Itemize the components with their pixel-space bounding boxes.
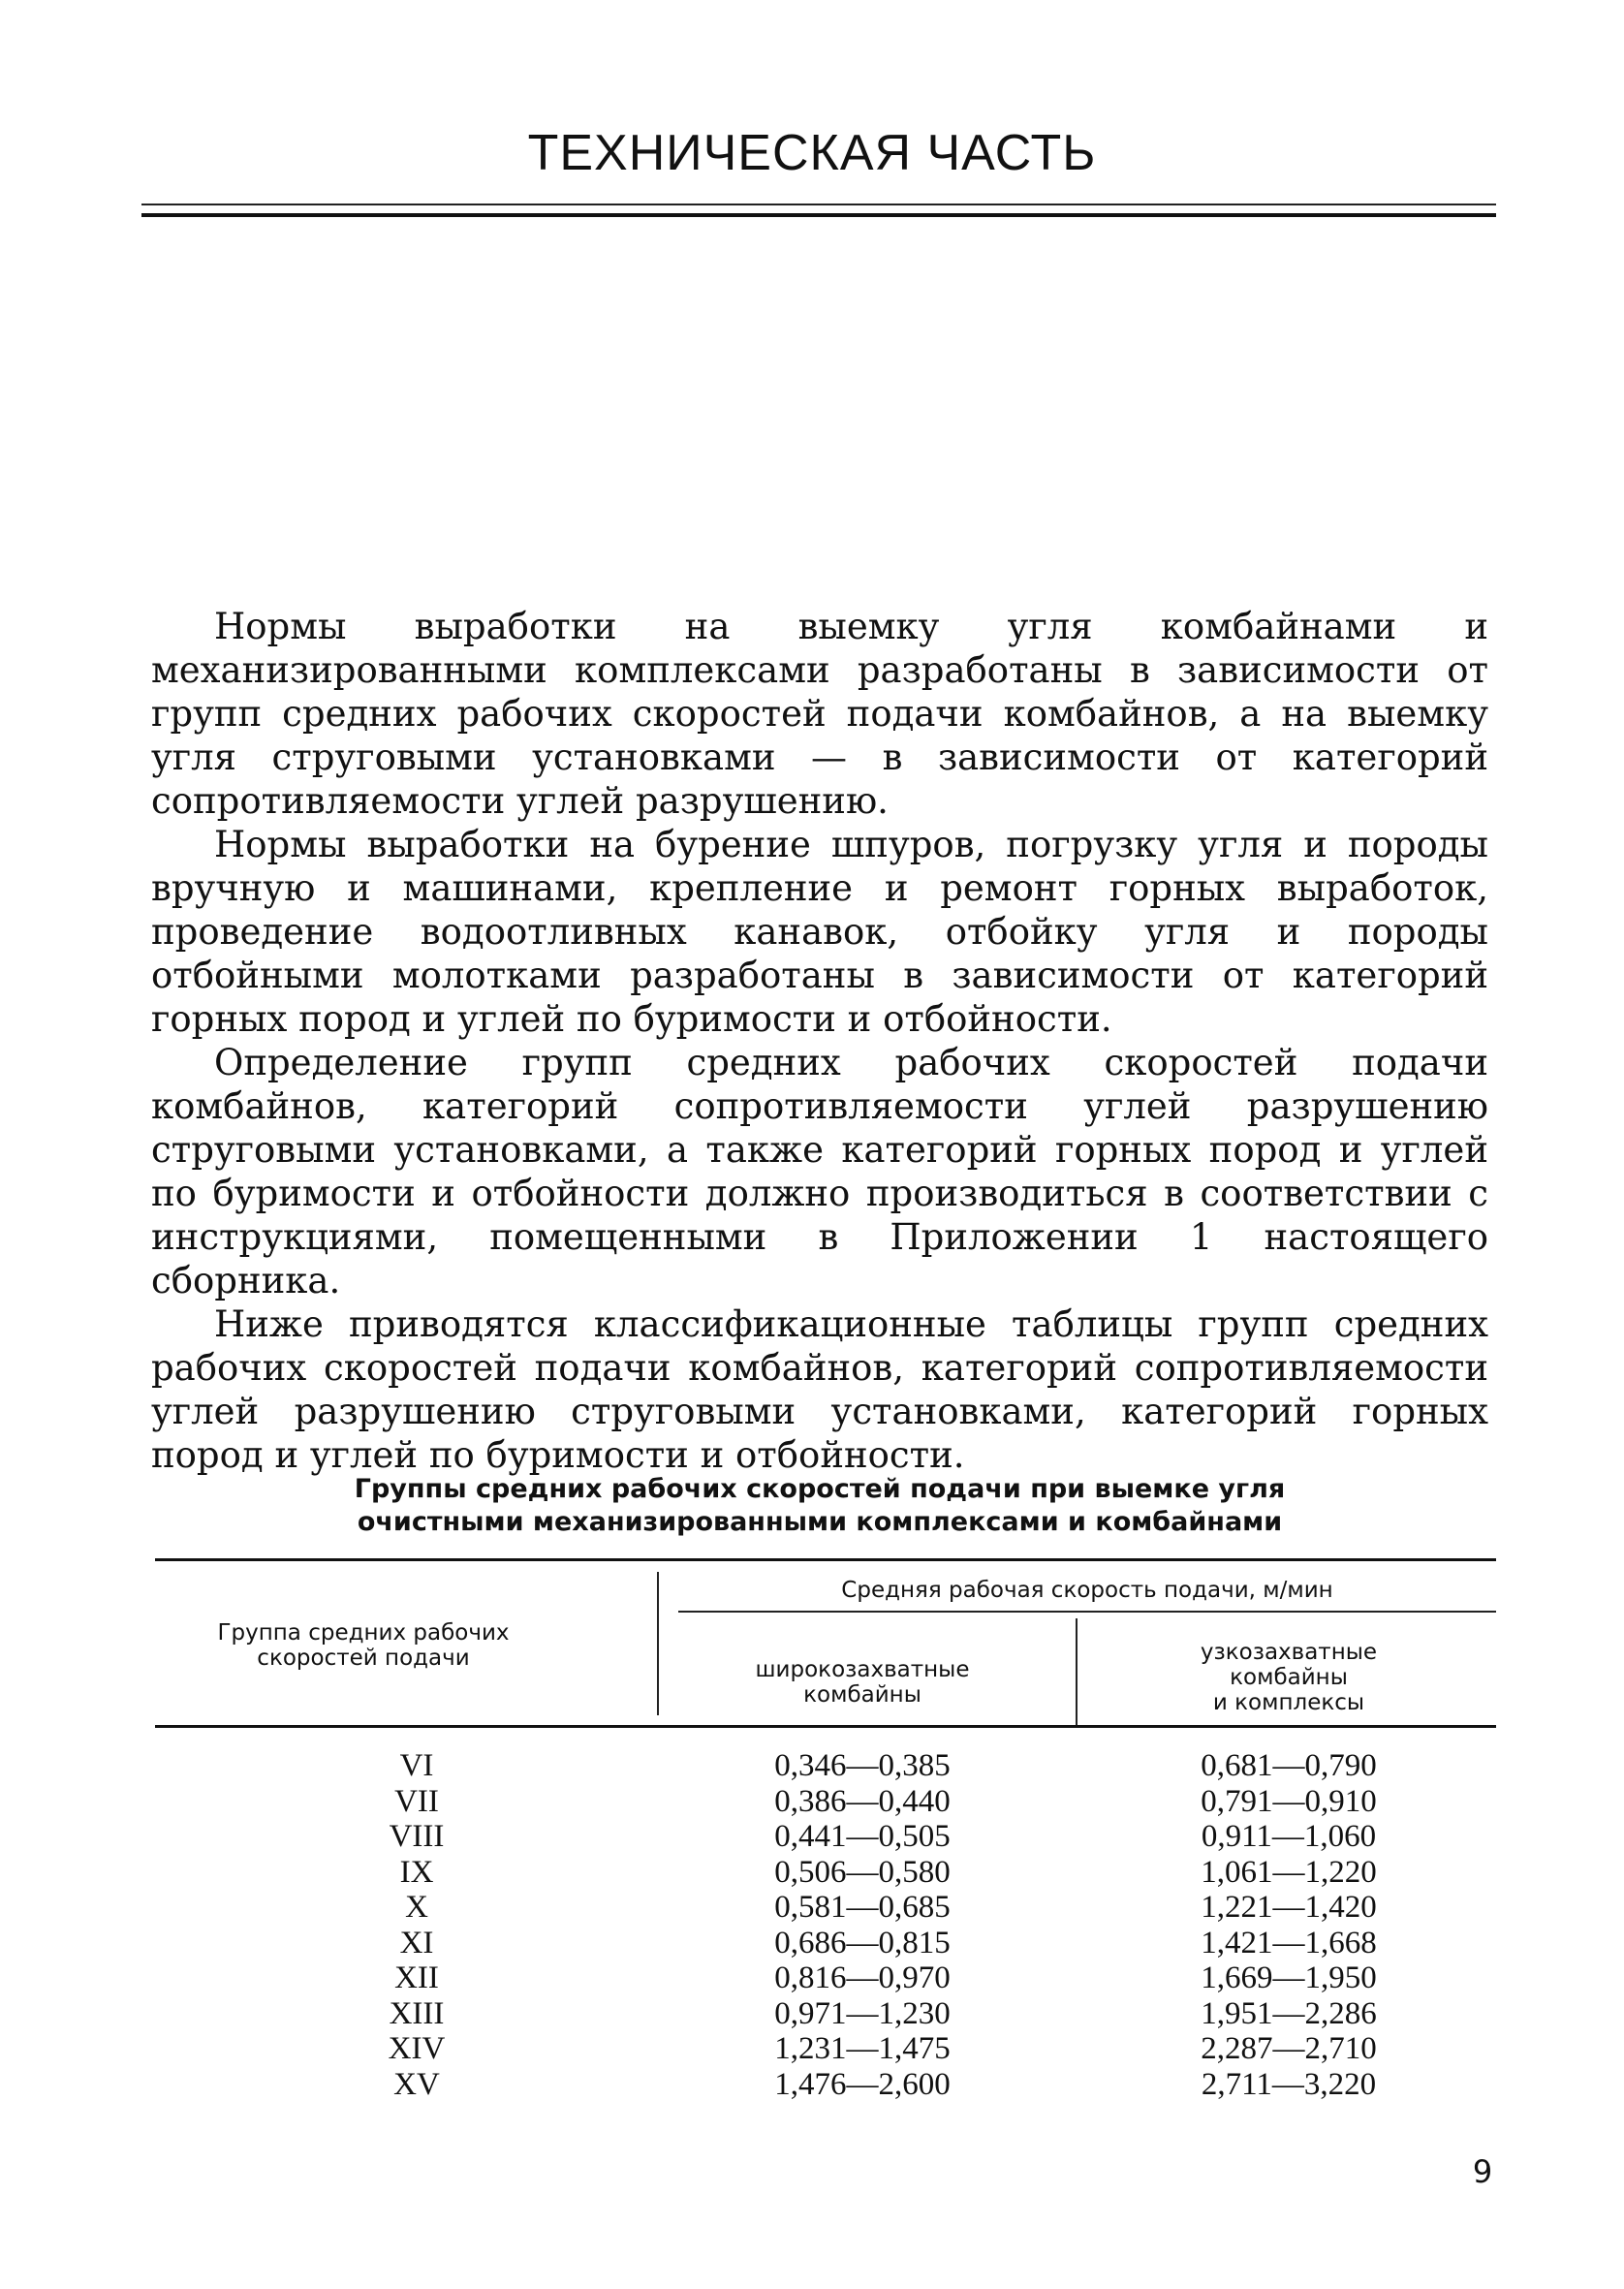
header-speed-underline	[678, 1611, 1496, 1613]
group-cell: XIV	[388, 2031, 446, 2066]
header-group-line-1: Группа средних рабочих	[217, 1620, 510, 1646]
group-cell: VII	[394, 1783, 439, 1819]
wide-speed-cell: 0,386—0,440	[774, 1783, 951, 1819]
header-speed-cell: Средняя рабочая скорость подачи, м/мин	[841, 1578, 1333, 1603]
table-row	[155, 1855, 1496, 1891]
wide-speed-cell: 0,686—0,815	[774, 1925, 951, 1960]
table-row	[155, 1819, 1496, 1855]
narrow-speed-cell: 0,791—0,910	[1201, 1783, 1377, 1819]
table-row	[155, 1960, 1496, 1996]
title-rule-thick	[141, 213, 1496, 217]
body-text	[151, 605, 1488, 1477]
header-wide-line-2: комбайны	[803, 1682, 921, 1708]
table-body	[155, 1748, 1496, 2102]
narrow-speed-cell: 1,061—1,220	[1201, 1854, 1377, 1890]
table-row	[155, 2031, 1496, 2067]
wide-speed-cell: 0,971—1,230	[774, 1995, 951, 2031]
table-caption-line-2: очистными механизированными комплексами и комбайнами	[357, 1507, 1283, 1537]
header-narrow-line-1: узкозахватные	[1200, 1640, 1378, 1665]
paragraph-2: Нормы выработки на бурение шпуров, погрузку угля и породы вручную и машинами, крепление и ремонт горных выработок, проведение водоотливных канавок, отбойку угля и породы отбойными молотками разработаны в зависимости от категорий горных пород и углей по буримости и отбойности.	[151, 824, 1488, 1040]
group-cell: XV	[393, 2066, 440, 2102]
header-narrow-line-2: комбайны	[1230, 1665, 1348, 1690]
header-group-cell	[174, 1620, 552, 1671]
table-row	[155, 1748, 1496, 1784]
header-divider-left	[657, 1572, 659, 1715]
group-cell: X	[405, 1890, 428, 1925]
table-top-rule	[155, 1558, 1496, 1561]
group-cell: VIII	[389, 1819, 445, 1854]
narrow-speed-cell: 1,421—1,668	[1201, 1925, 1377, 1960]
header-divider-right	[1076, 1618, 1077, 1727]
header-group-line-2: скоростей подачи	[257, 1646, 470, 1671]
narrow-speed-cell: 1,221—1,420	[1201, 1890, 1377, 1925]
header-wide-cell	[698, 1657, 1027, 1708]
wide-speed-cell: 1,476—2,600	[774, 2066, 951, 2102]
narrow-speed-cell: 1,669—1,950	[1201, 1960, 1377, 1995]
narrow-speed-cell: 0,911—1,060	[1201, 1819, 1377, 1854]
wide-speed-cell: 1,231—1,475	[774, 2031, 951, 2066]
group-cell: IX	[399, 1854, 434, 1890]
group-cell: XIII	[389, 1995, 445, 2031]
group-cell: XII	[394, 1960, 439, 1995]
paragraph-3: Определение групп средних рабочих скоростей подачи комбайнов, категорий сопротивляемости углей разрушению струговыми установками, а также категорий горных пород и углей по буримости и отбойности должно производиться в соответствии с инструкциями, помещенными в Приложении 1 настоящего сборника.	[151, 1042, 1488, 1301]
paragraph-4: Ниже приводятся классификационные таблицы групп средних рабочих скоростей подачи комбайнов, категорий сопротивляемости углей разрушению струговыми установками, категорий горных пород и углей по буримости и отбойности.	[151, 1303, 1488, 1476]
narrow-speed-cell: 2,287—2,710	[1201, 2031, 1377, 2066]
group-cell: VI	[399, 1748, 434, 1783]
wide-speed-cell: 0,816—0,970	[774, 1960, 951, 1995]
wide-speed-cell: 0,506—0,580	[774, 1854, 951, 1890]
header-narrow-cell	[1124, 1640, 1453, 1715]
table-header-rule	[155, 1725, 1496, 1728]
table-caption-line-1: Группы средних рабочих скоростей подачи при выемке угля	[354, 1474, 1286, 1504]
table-row	[155, 1996, 1496, 2032]
paragraph-1: Нормы выработки на выемку угля комбайнами и механизированными комплексами разработаны в зависимости от групп средних рабочих скоростей подачи комбайнов, а на выемку угля струговыми установками — в зависимости от категорий сопротивляемости углей разрушению.	[151, 606, 1488, 822]
page-number: 9	[1472, 2153, 1493, 2190]
title-rule-thin	[141, 204, 1496, 205]
narrow-speed-cell: 0,681—0,790	[1201, 1748, 1377, 1783]
wide-speed-cell: 0,581—0,685	[774, 1890, 951, 1925]
group-cell: XI	[399, 1925, 434, 1960]
table-row	[155, 1784, 1496, 1820]
narrow-speed-cell: 1,951—2,286	[1201, 1995, 1377, 2031]
wide-speed-cell: 0,346—0,385	[774, 1748, 951, 1783]
wide-speed-cell: 0,441—0,505	[774, 1819, 951, 1854]
header-narrow-line-3: и комплексы	[1212, 1690, 1365, 1715]
table-row	[155, 2067, 1496, 2103]
header-wide-line-1: широкозахватные	[755, 1657, 970, 1682]
page-title: ТЕХНИЧЕСКАЯ ЧАСТЬ	[527, 125, 1097, 181]
table-caption	[151, 1473, 1488, 1539]
table-row	[155, 1890, 1496, 1926]
narrow-speed-cell: 2,711—3,220	[1201, 2066, 1377, 2102]
table-row	[155, 1926, 1496, 1961]
